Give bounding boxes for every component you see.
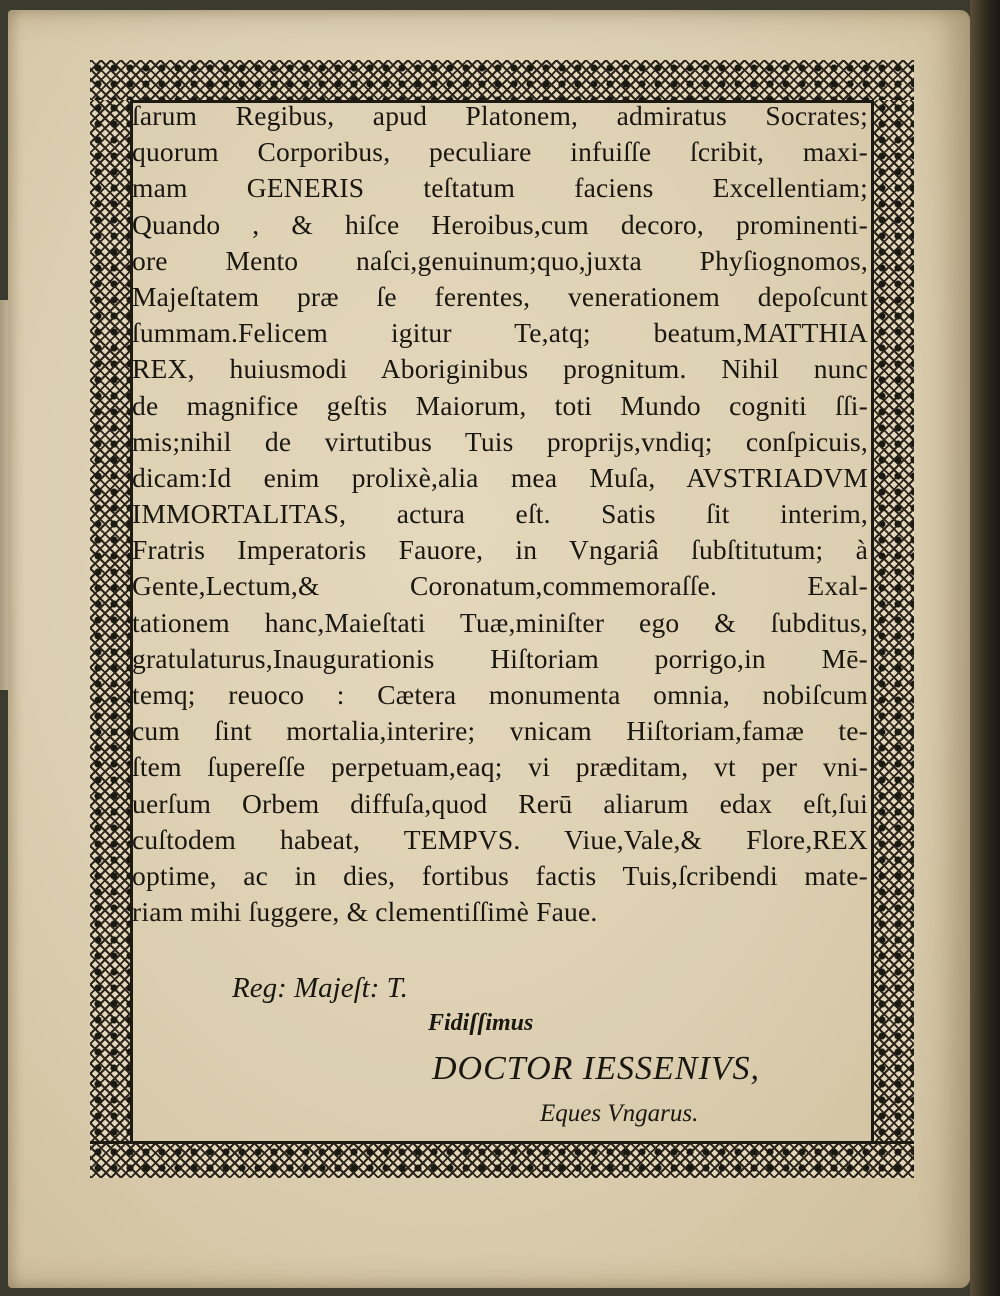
text-line: Majeſtatem præ ſe ferentes, venerationem depoſcunt — [132, 280, 868, 312]
book-gutter — [970, 0, 1000, 1296]
text-line: ſarum Regibus, apud Platonem, admiratus Socrates; — [132, 100, 868, 131]
border-top — [90, 60, 914, 103]
text-line: ſtem ſupereſſe perpetuam,eaq; vi præditam, vt per vni- — [132, 751, 868, 783]
closing-fidelis: Fidiſſimus — [428, 1010, 534, 1036]
body-text — [132, 98, 868, 930]
text-line: uerſum Orbem diffuſa,quod Rerū aliarum edax eſt,ſui — [132, 787, 868, 819]
text-line: ore Mento naſci,genuinum;quo,juxta Phyſiognomos, — [132, 244, 868, 276]
signature: DOCTOR IESSENIVS, — [432, 1050, 761, 1087]
text-line: ſummam.Felicem igitur Te,atq; beatum,MATTHIA — [132, 317, 868, 349]
text-line: gratulaturus,Inaugurationis Hiſtoriam porrigo,in Mē- — [132, 642, 868, 674]
text-line: dicam:Id enim prolixè,alia mea Muſa, AVSTRIADVM — [132, 461, 868, 493]
text-line: cum ſint mortalia,interire; vnicam Hiſtoriam,famæ te- — [132, 715, 868, 747]
text-line: riam mihi ſuggere, & clementiſſimè Faue. — [132, 896, 598, 928]
border-bottom — [90, 1141, 914, 1178]
text-line: temq; reuoco : Cætera monumenta omnia, nobiſcum — [132, 679, 868, 710]
text-line: Quando , & hiſce Heroibus,cum decoro, prominenti- — [132, 208, 868, 240]
text-line: Fratris Imperatoris Fauore, in Vngariâ ſubſtitutum; à — [132, 534, 868, 566]
text-line: REX, huiusmodi Aboriginibus prognitum. Nihil nunc — [132, 353, 868, 385]
text-line: IMMORTALITAS, actura eſt. Satis ſit interim, — [132, 498, 868, 530]
border-right — [871, 100, 914, 1144]
text-line: quorum Corporibus, peculiare infuiſſe ſcribit, maxi- — [132, 136, 868, 168]
text-line: optime, ac in dies, fortibus factis Tuis,ſcribendi mate- — [132, 859, 868, 891]
text-line: cuſtodem habeat, TEMPVS. Viue,Vale,& Flore,REX — [132, 823, 868, 855]
text-line: de magnifice geſtis Maiorum, toti Mundo cogniti ſſi- — [132, 389, 868, 421]
salutation: Reg: Majeſt: T. — [232, 972, 408, 1004]
text-line: tationem hanc,Maieſtati Tuæ,miniſter ego & ſubditus, — [132, 606, 868, 638]
text-line: Gente,Lectum,& Coronatum,commemoraſſe. Exal- — [132, 570, 868, 602]
signature-title: Eques Vngarus. — [540, 1100, 699, 1127]
text-line: mis;nihil de virtutibus Tuis proprijs,vndiq; conſpicuis, — [132, 425, 868, 457]
text-line: mam GENERIS teſtatum faciens Excellentiam; — [132, 172, 868, 204]
border-left — [90, 100, 133, 1144]
